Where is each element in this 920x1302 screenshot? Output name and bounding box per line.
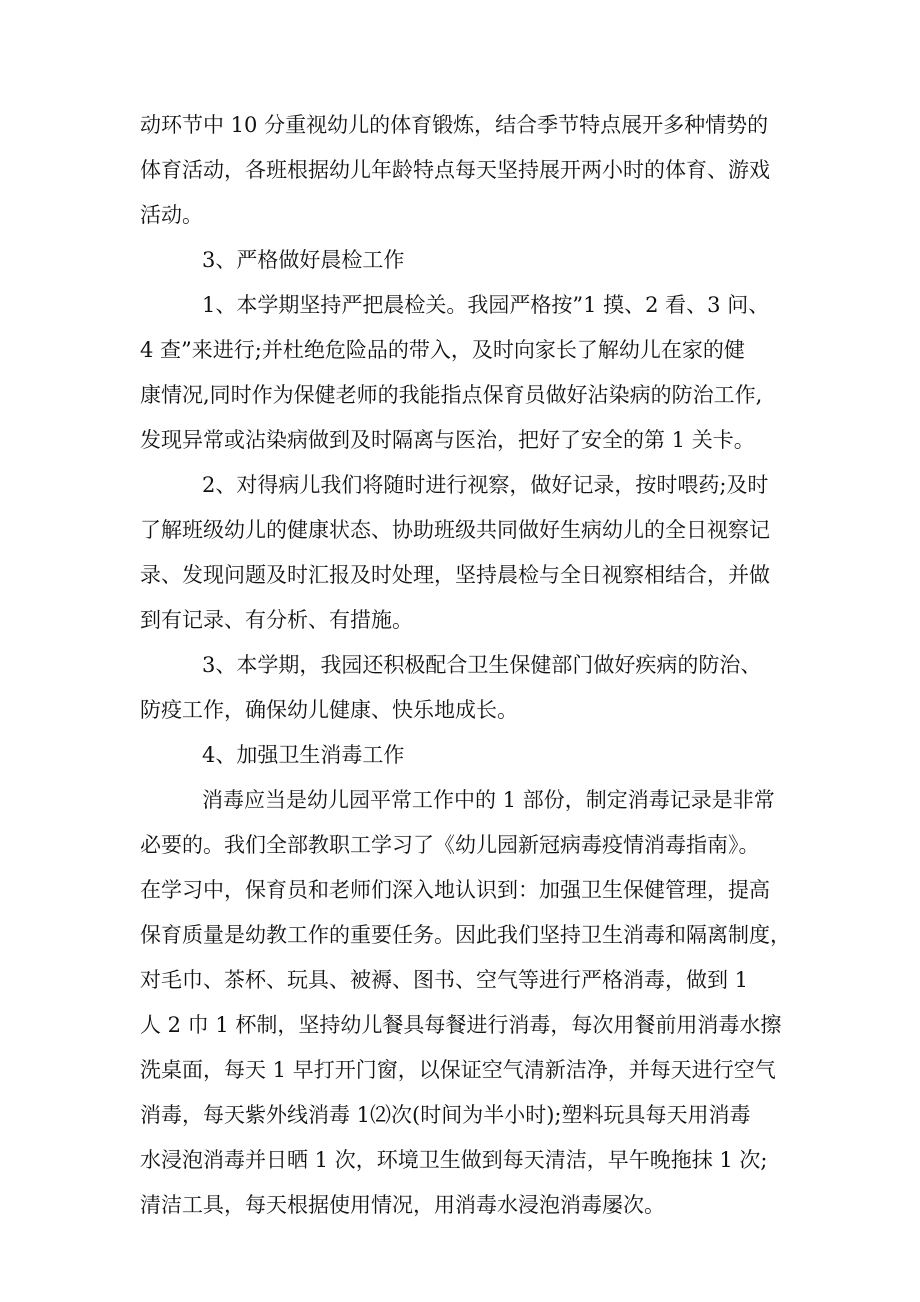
text-line: 防疫工作，确保幼儿健康、快乐地成长。	[140, 698, 518, 722]
text-line: 清洁工具，每天根据使用情况，用消毒水浸泡消毒屡次。	[140, 1193, 665, 1217]
text-line: 到有记录、有分析、有措施。	[140, 608, 413, 632]
section-heading: 3、严格做好晨检工作	[202, 248, 405, 272]
text-line: 3、本学期，我园还积极配合卫生保健部门做好疾病的防治、	[202, 653, 762, 677]
text-line: 录、发现问题及时汇报及时处理，坚持晨检与全日视察相结合，并做	[140, 563, 770, 587]
section-heading: 4、加强卫生消毒工作	[202, 743, 405, 767]
text-line: 对毛巾、茶杯、玩具、被褥、图书、空气等进行严格消毒，做到 1	[140, 968, 749, 992]
body-text	[140, 103, 791, 1228]
text-line: 保育质量是幼教工作的重要任务。因此我们坚持卫生消毒和隔离制度，	[140, 923, 791, 947]
text-line: 了解班级幼儿的健康状态、协助班级共同做好生病幼儿的全日视察记	[140, 518, 770, 542]
text-line: 活动。	[140, 203, 203, 227]
text-line: 2、对得病儿我们将随时进行视察，做好记录，按时喂药;及时	[202, 473, 769, 497]
text-line: 动环节中 10 分重视幼儿的体育锻炼，结合季节特点展开多种情势的	[140, 113, 769, 137]
text-line: 必要的。我们全部教职工学习了《幼儿园新冠病毒疫情消毒指南》。	[140, 833, 760, 857]
text-line: 消毒，每天紫外线消毒 1⑵次(时间为半小时);塑料玩具每天用消毒	[140, 1103, 751, 1127]
text-line: 在学习中，保育员和老师们深入地认识到：加强卫生保健管理，提高	[140, 878, 770, 902]
text-line: 体育活动，各班根据幼儿年龄特点每天坚持展开两小时的体育、游戏	[140, 158, 770, 182]
text-line: 发现异常或沾染病做到及时隔离与医治，把好了安全的第 1 关卡。	[140, 428, 755, 452]
text-line: 洗桌面，每天 1 早打开门窗，以保证空气清新洁净，并每天进行空气	[140, 1058, 776, 1082]
text-line: 1、本学期坚持严把晨检关。我园严格按”1 摸、2 看、3 问、	[202, 293, 770, 317]
text-line: 康情况,同时作为保健老师的我能指点保育员做好沾染病的防治工作,	[140, 383, 763, 407]
text-line: 4 查”来进行;并杜绝危险品的带入，及时向家长了解幼儿在家的健	[140, 338, 745, 362]
text-line: 消毒应当是幼儿园平常工作中的 1 部份，制定消毒记录是非常	[202, 788, 775, 812]
text-line: 人 2 巾 1 杯制，坚持幼儿餐具每餐进行消毒，每次用餐前用消毒水擦	[140, 1013, 782, 1037]
text-line: 水浸泡消毒并日晒 1 次，环境卫生做到每天清洁，早午晚拖抹 1 次;	[140, 1148, 768, 1172]
